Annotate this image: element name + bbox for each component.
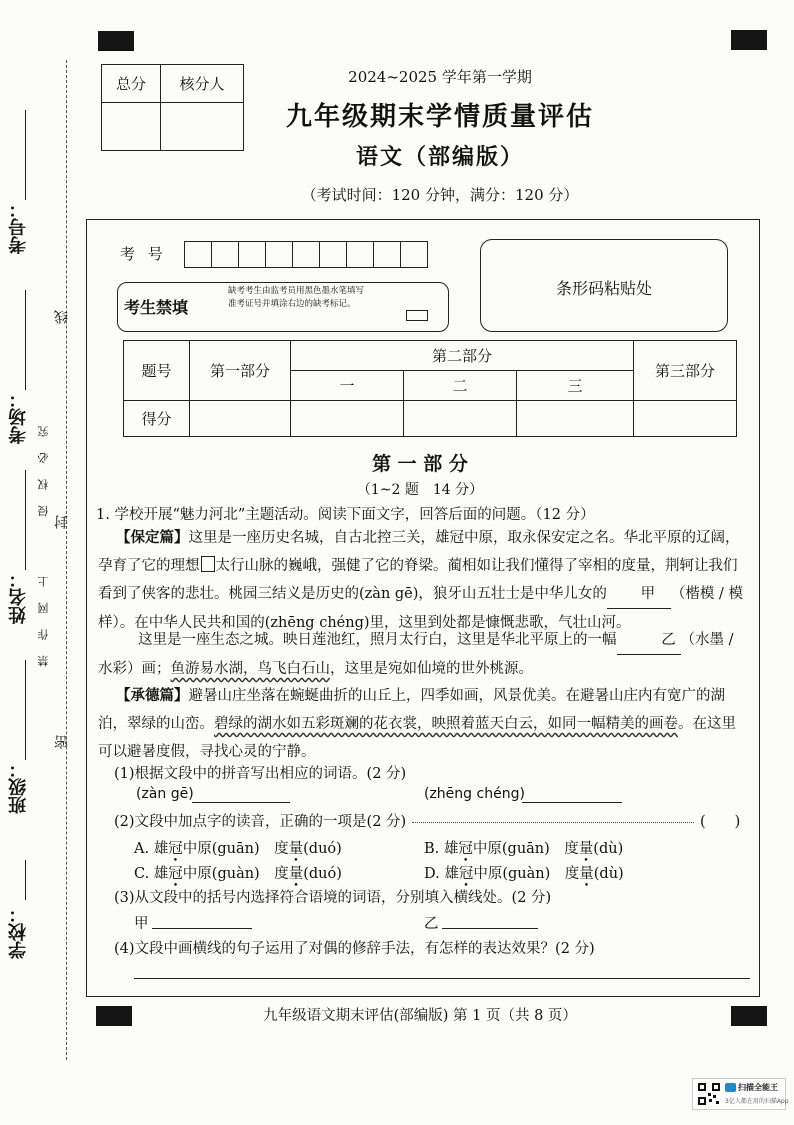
exam-id-digit[interactable]	[185, 241, 212, 268]
option-c-text: C. 雄	[134, 866, 169, 882]
blank-yi-label: 乙	[661, 632, 676, 648]
part3-header: 第三部分	[634, 341, 737, 401]
side-banji-line	[25, 660, 26, 760]
score-cell-part2-3[interactable]	[517, 401, 634, 437]
option-d-dot-char: 冠	[458, 866, 474, 882]
part2-sub1: 一	[291, 371, 404, 401]
option-d-text: D. 雄	[424, 866, 459, 882]
passage-p3-underlined: 碧绿的湖水如五彩斑斓的花衣裳，映照着蓝天白云，如同一幅精美的画卷	[214, 716, 678, 732]
passage-p3-b: 。在这里可以避暑度假，寻找心灵的宁静。	[98, 716, 736, 760]
answer-line-zange[interactable]	[192, 786, 290, 803]
passage-p2	[98, 626, 750, 683]
option-d-end: (dù)	[593, 866, 624, 882]
passage-tag-baoding: 【保定篇】	[116, 529, 189, 546]
barcode-area	[480, 239, 728, 332]
checker-label: 核分人	[161, 65, 244, 103]
section-range: （1~2 题 14 分）	[356, 482, 484, 498]
tihao-header: 题号	[124, 341, 190, 401]
option-b-end: (dù)	[593, 841, 624, 857]
question-1-stem: 1. 学校开展“魅力河北”主题活动。阅读下面文字，回答后面的问题。（12 分）	[96, 507, 595, 523]
passage-p1-b: 太行山脉的巍峨，强健了它的脊梁。蔺相如让我们懂得了宰相的度量，荆轲让我们看到了侠客的悲壮。桃园三结义是历史的(zàn gē)，狼牙山五壮士是中华儿女的	[98, 558, 738, 602]
passage-p2-a: 这里是一座生态之城。映日莲池红，照月太行白，这里是华北平原上的一幅	[138, 632, 617, 648]
passage-p1-a: 这里是一座历史名城，自古北控三关，雄冠中原，取永保安定之名。华北平原的辽阔，孕育了它的理想	[98, 530, 740, 574]
option-a-end: (duó)	[303, 841, 342, 857]
binding-dashed-line	[66, 60, 67, 1060]
blank-jia[interactable]	[607, 580, 671, 609]
part2-sub3: 三	[517, 371, 634, 401]
corner-mark-bottom-left	[96, 1006, 132, 1026]
absent-mark-box[interactable]	[406, 310, 428, 321]
checker-cell[interactable]	[161, 103, 244, 151]
option-a-dot-char-2: 量	[288, 841, 304, 857]
forbidden-text: 缺考考生由监考员用黑色墨水笔填写准考证号并填涂右边的缺考标记。	[228, 286, 365, 309]
answer-line-yi[interactable]	[442, 914, 538, 929]
forbidden-box	[117, 282, 449, 332]
pinyin-zhengcheng: (zhēng chéng)	[424, 786, 525, 802]
exam-id-digit[interactable]	[239, 241, 266, 268]
answer-line-zhengcheng[interactable]	[522, 786, 622, 803]
total-score-box	[101, 64, 244, 151]
exam-id-digit[interactable]	[347, 241, 374, 268]
score-cell-part2-2[interactable]	[404, 401, 517, 437]
option-c-mid: 中原(guàn) 度	[182, 866, 289, 882]
corner-mark-top-left	[98, 31, 134, 51]
answer-line-jia[interactable]	[152, 914, 252, 929]
page-footer: 九年级语文期末评估(部编版) 第 1 页（共 8 页）	[263, 1008, 577, 1024]
qr-code-icon	[697, 1082, 721, 1106]
side-kaohao-label: 考号：	[8, 200, 29, 254]
score-cell-part3[interactable]	[634, 401, 737, 437]
total-score-label: 总分	[102, 65, 161, 103]
seal-feng: 封	[54, 515, 70, 529]
section-title: 第 一 部 分	[372, 453, 468, 475]
defen-label: 得分	[124, 401, 190, 437]
option-b[interactable]	[424, 837, 623, 858]
side-xingming-line	[25, 470, 26, 570]
option-a-dot-char: 冠	[168, 841, 183, 857]
option-b-dot-char-2: 量	[578, 841, 594, 857]
passage-p3	[98, 682, 750, 766]
exam-id-digit[interactable]	[212, 241, 239, 268]
scanner-tagline: 3亿人都在用的扫描App	[725, 1098, 789, 1105]
part2-header: 第二部分	[291, 341, 634, 371]
dotted-leader	[412, 822, 694, 823]
corner-mark-top-right	[731, 30, 767, 50]
exam-time: （考试时间：120 分钟，满分：120 分）	[301, 186, 579, 204]
sub-question-1: (1)根据文段中的拼音写出相应的词语。(2 分)	[114, 766, 407, 782]
passage-p2-c: ，这里是宛如仙境的世外桃源。	[330, 661, 533, 677]
option-c-end: (duó)	[303, 866, 342, 882]
exam-id-boxes[interactable]	[184, 241, 428, 268]
answer-paren[interactable]: ( )	[700, 814, 741, 830]
side-kaochang-line	[25, 290, 26, 390]
sub-question-2: (2)文段中加点字的读音，正确的一项是(2 分)	[114, 814, 407, 830]
camscanner-logo-icon	[725, 1083, 736, 1092]
passage	[98, 524, 750, 637]
side-xingming-label: 姓名：	[8, 570, 29, 624]
passage-tag-chengde: 【承德篇】	[116, 687, 189, 704]
side-xuexiao-line	[25, 860, 26, 900]
blank-yi[interactable]	[617, 626, 681, 655]
option-b-text: B. 雄	[424, 841, 459, 857]
scanner-watermark	[692, 1078, 789, 1110]
exam-id-digit[interactable]	[320, 241, 347, 268]
pinyin-zange: (zàn gē)	[136, 786, 194, 802]
passage-p1-c: （楷模 / 模样）。在中华人民共和国的(zhēng chéng)里，这里到处都是慷慨悲歌，气壮山河。	[98, 586, 744, 631]
blank-jia-label: 甲	[640, 586, 656, 602]
punctuation-box[interactable]	[201, 556, 215, 572]
option-d-mid: 中原(guàn) 度	[473, 866, 580, 882]
answer-label-yi: 乙	[424, 916, 439, 932]
option-d[interactable]	[424, 862, 624, 883]
exam-id-digit[interactable]	[374, 241, 401, 268]
option-a-text: A. 雄	[134, 841, 169, 857]
sub-question-4: (4)文段中画横线的句子运用了对偶的修辞手法，有怎样的表达效果？(2 分)	[114, 941, 595, 957]
side-kaochang-label: 考场：	[8, 390, 29, 444]
exam-id-digit[interactable]	[293, 241, 320, 268]
passage-p2-b: （水墨 / 水彩）画；	[98, 632, 734, 677]
side-warning-2: 禁 作 网 上	[37, 570, 50, 667]
passage-p2-underlined: 鱼游易水湖，鸟飞白石山	[170, 661, 330, 677]
seal-mi: 密	[54, 735, 70, 749]
part2-sub2: 二	[404, 371, 517, 401]
score-cell-part1[interactable]	[190, 401, 291, 437]
passage-p3-a: 避暑山庄坐落在蜿蜒曲折的山丘上，四季如画，风景优美。在避暑山庄内有宽广的湖泊，翠绿的山峦。	[98, 688, 725, 732]
sub-question-3: (3)从文段中的括号内选择符合语境的词语，分别填入横线处。(2 分)	[114, 890, 552, 906]
subject-title: 语文（部编版）	[355, 144, 524, 170]
option-a[interactable]	[134, 837, 342, 858]
seal-xian: 线	[54, 310, 70, 324]
answer-line-4[interactable]	[134, 978, 750, 979]
option-c-dot-char-2: 量	[288, 866, 304, 882]
school-year: 2024~2025 学年第一学期	[348, 68, 532, 86]
side-warning-1: 侵 权 必 究	[37, 420, 50, 517]
side-kaohao-line	[25, 110, 26, 200]
option-c[interactable]	[134, 862, 342, 883]
side-xuexiao-label: 学校：	[8, 905, 29, 959]
forbidden-label: 考生禁填	[124, 298, 189, 317]
score-table	[123, 340, 737, 437]
option-a-mid: 中原(guān) 度	[182, 841, 289, 857]
scanner-name: 扫描全能王	[738, 1083, 778, 1092]
side-banji-label: 班级：	[8, 760, 29, 814]
exam-id-digit[interactable]	[266, 241, 293, 268]
option-d-dot-char-2: 量	[579, 866, 594, 882]
answer-label-jia: 甲	[134, 916, 149, 932]
barcode-label: 条形码粘贴处	[555, 279, 652, 298]
exam-id-digit[interactable]	[401, 241, 428, 268]
option-b-mid: 中原(guān) 度	[472, 841, 579, 857]
exam-id-label: 考 号	[120, 245, 167, 263]
option-c-dot-char: 冠	[168, 866, 183, 882]
exam-title: 九年级期末学情质量评估	[285, 102, 594, 132]
part1-header: 第一部分	[190, 341, 291, 401]
score-cell-part2-1[interactable]	[291, 401, 404, 437]
corner-mark-bottom-right	[731, 1006, 767, 1026]
option-b-dot-char: 冠	[458, 841, 473, 857]
total-score-cell[interactable]	[102, 103, 161, 151]
